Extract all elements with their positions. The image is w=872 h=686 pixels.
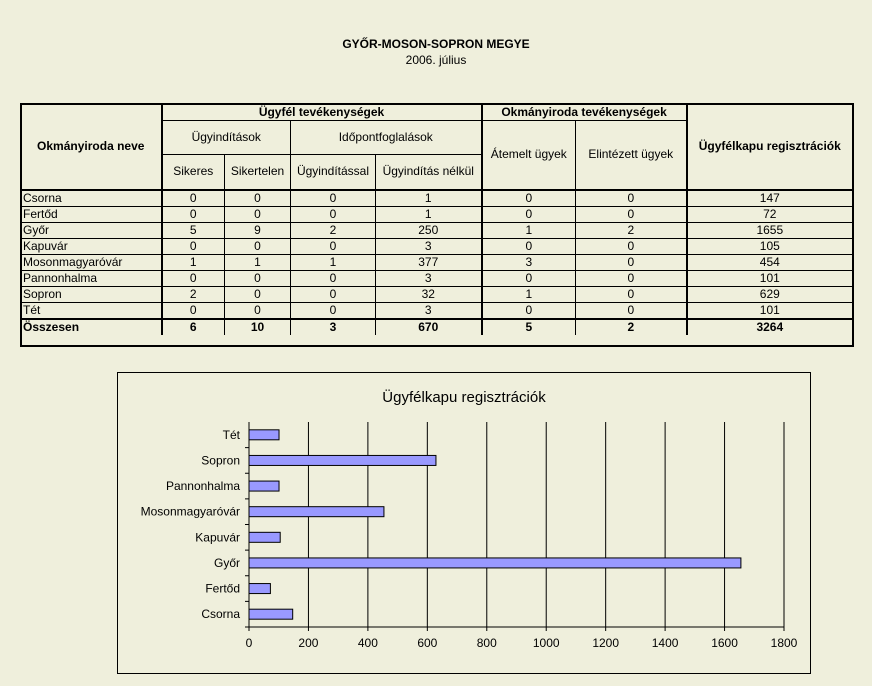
header-without-case-start: Ügyindítás nélkül: [376, 155, 482, 190]
bar: [249, 481, 279, 491]
cell-sikertelen: 1: [225, 254, 291, 270]
y-tick-label: Mosonmagyaróvár: [140, 504, 240, 519]
cell-kapu: 101: [687, 270, 853, 286]
cell-sikertelen: 0: [225, 238, 291, 254]
header-client-activities: Ügyfél tevékenységek: [162, 104, 482, 121]
bar: [249, 532, 280, 542]
cell-elintezett: 0: [576, 286, 687, 302]
x-tick-label: 200: [298, 636, 319, 650]
header-office-name: Okmányiroda neve: [21, 104, 162, 190]
bar: [249, 507, 384, 517]
bar: [249, 584, 270, 594]
cell-kapu: 1655: [687, 222, 853, 238]
y-tick-label: Tét: [222, 427, 240, 442]
bar: [249, 430, 279, 440]
cell-atemelt: 5: [482, 319, 576, 335]
cell-nelkul: 670: [376, 319, 482, 335]
cell-name: Győr: [21, 222, 162, 238]
cell-atemelt: 0: [482, 302, 576, 319]
cell-nelkul: 3: [376, 238, 482, 254]
y-tick-label: Kapuvár: [195, 530, 240, 545]
page-title: GYŐR-MOSON-SOPRON MEGYE: [342, 37, 530, 51]
cell-nelkul: 32: [376, 286, 482, 302]
bar-chart: [118, 373, 810, 673]
cell-sikeres: 2: [162, 286, 225, 302]
cell-sikeres: 0: [162, 206, 225, 222]
cell-ugyinditassal: 0: [291, 238, 376, 254]
table-row: [21, 286, 853, 302]
cell-elintezett: 0: [576, 238, 687, 254]
cell-sikertelen: 10: [225, 319, 291, 335]
x-tick-label: 1000: [532, 636, 560, 650]
bar: [249, 609, 293, 619]
cell-nelkul: 377: [376, 254, 482, 270]
header-appointments: Időpontfoglalások: [291, 121, 482, 155]
header-successful: Sikeres: [162, 155, 225, 190]
x-tick-label: 600: [417, 636, 438, 650]
cell-atemelt: 3: [482, 254, 576, 270]
cell-ugyinditassal: 0: [291, 190, 376, 207]
cell-nelkul: 3: [376, 270, 482, 286]
cell-kapu: 629: [687, 286, 853, 302]
cell-name: Sopron: [21, 286, 162, 302]
cell-elintezett: 0: [576, 254, 687, 270]
cell-sikertelen: 0: [225, 270, 291, 286]
header-client-gate-registrations: Ügyfélkapu regisztrációk: [687, 104, 853, 190]
cell-elintezett: 0: [576, 270, 687, 286]
header-office-activities: Okmányiroda tevékenységek: [482, 104, 687, 121]
chart-title: Ügyfélkapu regisztrációk: [382, 389, 546, 406]
cell-sikertelen: 0: [225, 286, 291, 302]
y-tick-label: Sopron: [201, 453, 240, 468]
bar: [249, 455, 436, 465]
cell-sikeres: 5: [162, 222, 225, 238]
x-tick-label: 1200: [592, 636, 620, 650]
table-row: [21, 190, 853, 207]
cell-sikertelen: 9: [225, 222, 291, 238]
cell-ugyinditassal: 0: [291, 270, 376, 286]
cell-sikeres: 0: [162, 190, 225, 207]
cell-ugyinditassal: 0: [291, 206, 376, 222]
y-tick-label: Fertőd: [205, 581, 240, 596]
table-total-row: [21, 319, 853, 335]
cell-atemelt: 1: [482, 286, 576, 302]
cell-atemelt: 0: [482, 190, 576, 207]
cell-name: Kapuvár: [21, 238, 162, 254]
cell-kapu: 454: [687, 254, 853, 270]
y-tick-label: Csorna: [201, 607, 240, 622]
cell-kapu: 3264: [687, 319, 853, 335]
x-tick-label: 400: [357, 636, 378, 650]
x-tick-label: 1600: [711, 636, 738, 650]
cell-elintezett: 2: [576, 319, 687, 335]
cell-atemelt: 0: [482, 270, 576, 286]
cell-name: Fertőd: [21, 206, 162, 222]
cell-name: Pannonhalma: [21, 270, 162, 286]
header-transferred-cases: Átemelt ügyek: [482, 121, 576, 190]
x-tick-label: 1800: [770, 636, 798, 650]
cell-nelkul: 250: [376, 222, 482, 238]
cell-sikeres: 6: [162, 319, 225, 335]
cell-name: Mosonmagyaróvár: [21, 254, 162, 270]
cell-elintezett: 0: [576, 206, 687, 222]
cell-nelkul: 3: [376, 302, 482, 319]
header-with-case-start: Ügyindítással: [291, 155, 376, 190]
cell-ugyinditassal: 0: [291, 286, 376, 302]
cell-sikertelen: 0: [225, 206, 291, 222]
x-tick-label: 0: [245, 636, 253, 650]
cell-sikeres: 0: [162, 238, 225, 254]
cell-nelkul: 1: [376, 206, 482, 222]
cell-ugyinditassal: 0: [291, 302, 376, 319]
header-case-starts: Ügyindítások: [162, 121, 291, 155]
cell-kapu: 101: [687, 302, 853, 319]
table-row: [21, 206, 853, 222]
cell-sikeres: 1: [162, 254, 225, 270]
cell-kapu: 147: [687, 190, 853, 207]
cell-atemelt: 1: [482, 222, 576, 238]
cell-atemelt: 0: [482, 206, 576, 222]
cell-elintezett: 2: [576, 222, 687, 238]
cell-elintezett: 0: [576, 190, 687, 207]
cell-kapu: 72: [687, 206, 853, 222]
report-table: [20, 103, 853, 335]
cell-atemelt: 0: [482, 238, 576, 254]
y-tick-label: Győr: [213, 555, 240, 570]
table-row: [21, 302, 853, 319]
cell-name: Csorna: [21, 190, 162, 207]
cell-nelkul: 1: [376, 190, 482, 207]
cell-ugyinditassal: 3: [291, 319, 376, 335]
table-row: [21, 270, 853, 286]
table-row: [21, 222, 853, 238]
y-tick-label: Pannonhalma: [165, 479, 240, 494]
x-tick-label: 1400: [651, 636, 679, 650]
cell-sikeres: 0: [162, 302, 225, 319]
table-row: [21, 238, 853, 254]
x-tick-label: 800: [476, 636, 497, 650]
cell-ugyinditassal: 1: [291, 254, 376, 270]
cell-name: Tét: [21, 302, 162, 319]
bar: [249, 558, 741, 568]
cell-elintezett: 0: [576, 302, 687, 319]
cell-kapu: 105: [687, 238, 853, 254]
chart-area: [117, 372, 811, 674]
table-row: [21, 254, 853, 270]
cell-sikeres: 0: [162, 270, 225, 286]
cell-sikertelen: 0: [225, 302, 291, 319]
header-completed-cases: Elintézett ügyek: [576, 121, 687, 190]
page-subtitle: 2006. július: [405, 53, 467, 67]
cell-name: Összesen: [21, 319, 162, 335]
header-unsuccessful: Sikertelen: [225, 155, 291, 190]
cell-ugyinditassal: 2: [291, 222, 376, 238]
cell-sikertelen: 0: [225, 190, 291, 207]
